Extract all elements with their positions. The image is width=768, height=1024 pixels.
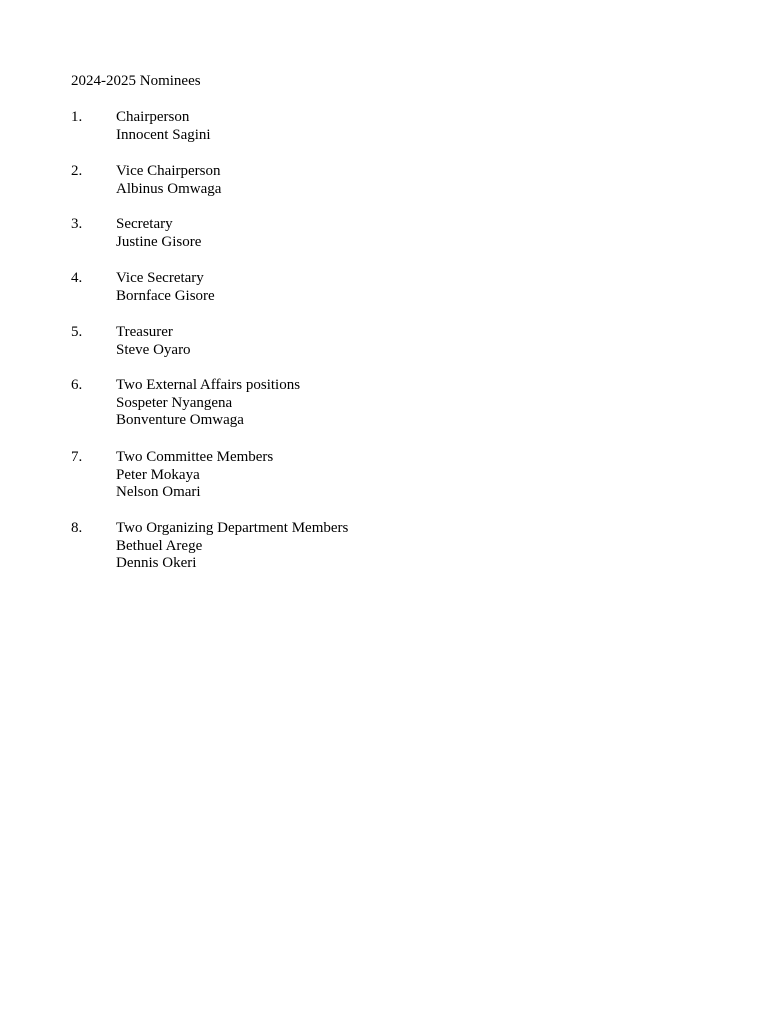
- position-title: Vice Secretary: [116, 270, 204, 286]
- position-title: Chairperson: [116, 109, 190, 125]
- nominee-name: Sospeter Nyangena: [116, 394, 233, 411]
- nominee-details: [116, 109, 656, 144]
- nominee-name: Bornface Gisore: [116, 287, 215, 304]
- nominee-name: Steve Oyaro: [116, 341, 191, 358]
- nominee-name: Peter Mokaya: [116, 466, 200, 483]
- list-number: 3.: [71, 216, 83, 232]
- nominee-details: [116, 270, 656, 305]
- list-number: 7.: [71, 449, 83, 465]
- nominee-details: [116, 216, 656, 251]
- nominee-name: Bethuel Arege: [116, 537, 203, 554]
- position-title: Treasurer: [116, 324, 173, 340]
- position-title: Two External Affairs positions: [116, 377, 301, 393]
- nominee-name: Bonventure Omwaga: [116, 412, 244, 429]
- nominee-details: [116, 324, 656, 359]
- position-title: Secretary: [116, 216, 173, 232]
- nominee-details: [116, 163, 656, 198]
- nominee-name: Justine Gisore: [116, 233, 202, 250]
- list-number: 6.: [71, 377, 83, 393]
- nominee-details: [116, 520, 656, 573]
- position-title: Two Organizing Department Members: [116, 520, 349, 536]
- nominee-name: Innocent Sagini: [116, 126, 211, 143]
- list-number: 5.: [71, 324, 83, 340]
- page-title: 2024-2025 Nominees: [71, 73, 201, 89]
- list-number: 8.: [71, 520, 83, 536]
- list-number: 4.: [71, 270, 83, 286]
- list-number: 2.: [71, 163, 83, 179]
- list-number: 1.: [71, 109, 83, 125]
- nominee-name: Dennis Okeri: [116, 555, 197, 572]
- position-title: Two Committee Members: [116, 449, 274, 465]
- nominee-details: [116, 449, 656, 502]
- nominee-name: Nelson Omari: [116, 484, 201, 501]
- position-title: Vice Chairperson: [116, 163, 221, 179]
- nominee-name: Albinus Omwaga: [116, 180, 222, 197]
- nominee-details: [116, 377, 656, 430]
